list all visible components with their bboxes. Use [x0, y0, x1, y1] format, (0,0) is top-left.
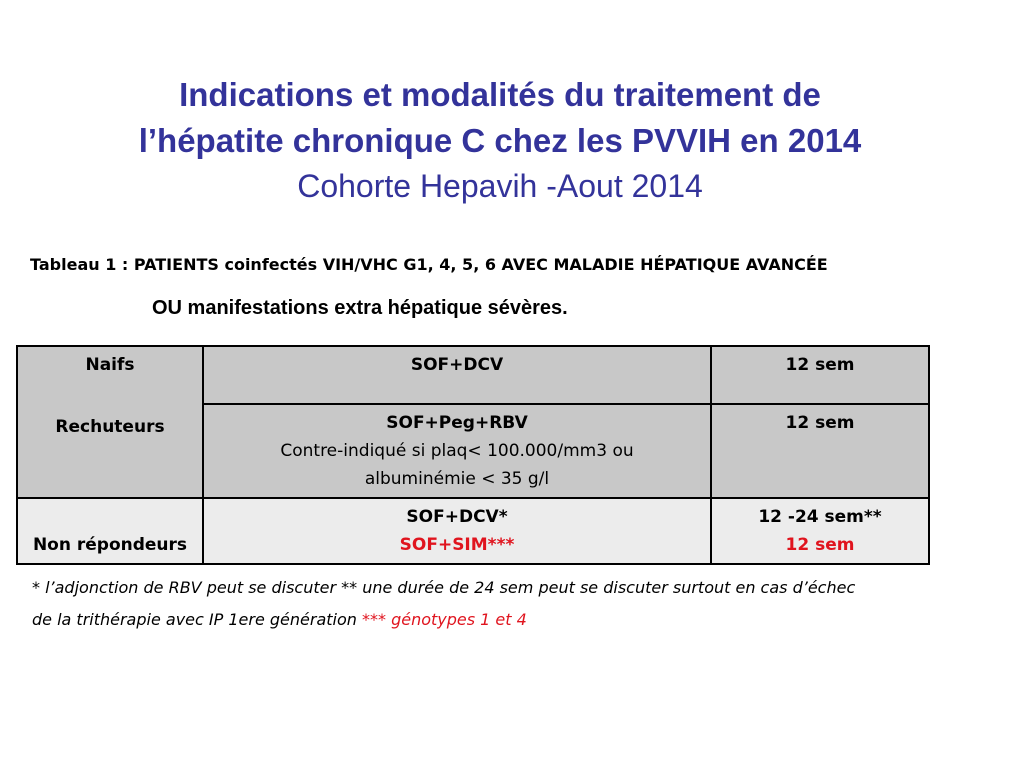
regimen-sof-sim: SOF+SIM***	[399, 535, 515, 555]
footnote-genotypes: *** génotypes 1 et 4	[361, 610, 527, 629]
contraindication-note-line-1: Contre-indiqué si plaq< 100.000/mm3 ou	[280, 441, 634, 461]
group-label-naifs: Naifs	[85, 355, 135, 375]
regimen-sof-peg-rbv: SOF+Peg+RBV	[386, 413, 528, 433]
regimen-sof-dcv-star: SOF+DCV*	[406, 507, 508, 527]
duration-value: 12 sem	[785, 413, 855, 433]
duration-value: 12 -24 sem**	[758, 507, 882, 527]
title-line-1: Indications et modalités du traitement de	[179, 76, 821, 113]
contraindication-note-line-2: albuminémie < 35 g/l	[364, 469, 550, 489]
patient-group-cell	[17, 346, 203, 498]
group-label-non-repondeurs: Non répondeurs	[32, 535, 188, 555]
duration-value-red: 12 sem	[785, 535, 855, 555]
regimen-cell	[203, 498, 711, 564]
duration-cell	[711, 346, 929, 404]
slide-title	[0, 72, 1000, 208]
footnote-line-2	[32, 604, 1024, 636]
treatment-table	[16, 345, 930, 565]
footnote-line-1: * l’adjonction de RBV peut se discuter ** une durée de 24 sem peut se discuter surtout en cas d’échec	[32, 578, 856, 597]
title-line-2: l’hépatite chronique C chez les PVVIH en 2014	[138, 122, 862, 159]
duration-cell	[711, 498, 929, 564]
table-caption: Tableau 1 : PATIENTS coinfectés VIH/VHC G1, 4, 5, 6 AVEC MALADIE HÉPATIQUE AVANCÉE	[30, 255, 828, 274]
duration-cell	[711, 404, 929, 498]
footnote-text: de la trithérapie avec IP 1ere génération	[32, 610, 362, 629]
table-caption-line-2: OU manifestations extra hépatique sévères.	[152, 297, 568, 319]
group-label-rechuteurs: Rechuteurs	[55, 417, 165, 437]
duration-value: 12 sem	[785, 355, 855, 375]
table-row	[17, 346, 929, 404]
table-row	[17, 498, 929, 564]
footnote	[32, 572, 1024, 636]
regimen-cell	[203, 346, 711, 404]
regimen-cell	[203, 404, 711, 498]
subtitle: Cohorte Hepavih -Aout 2014	[297, 168, 703, 204]
patient-group-cell	[17, 498, 203, 564]
regimen-sof-dcv: SOF+DCV	[410, 355, 504, 375]
